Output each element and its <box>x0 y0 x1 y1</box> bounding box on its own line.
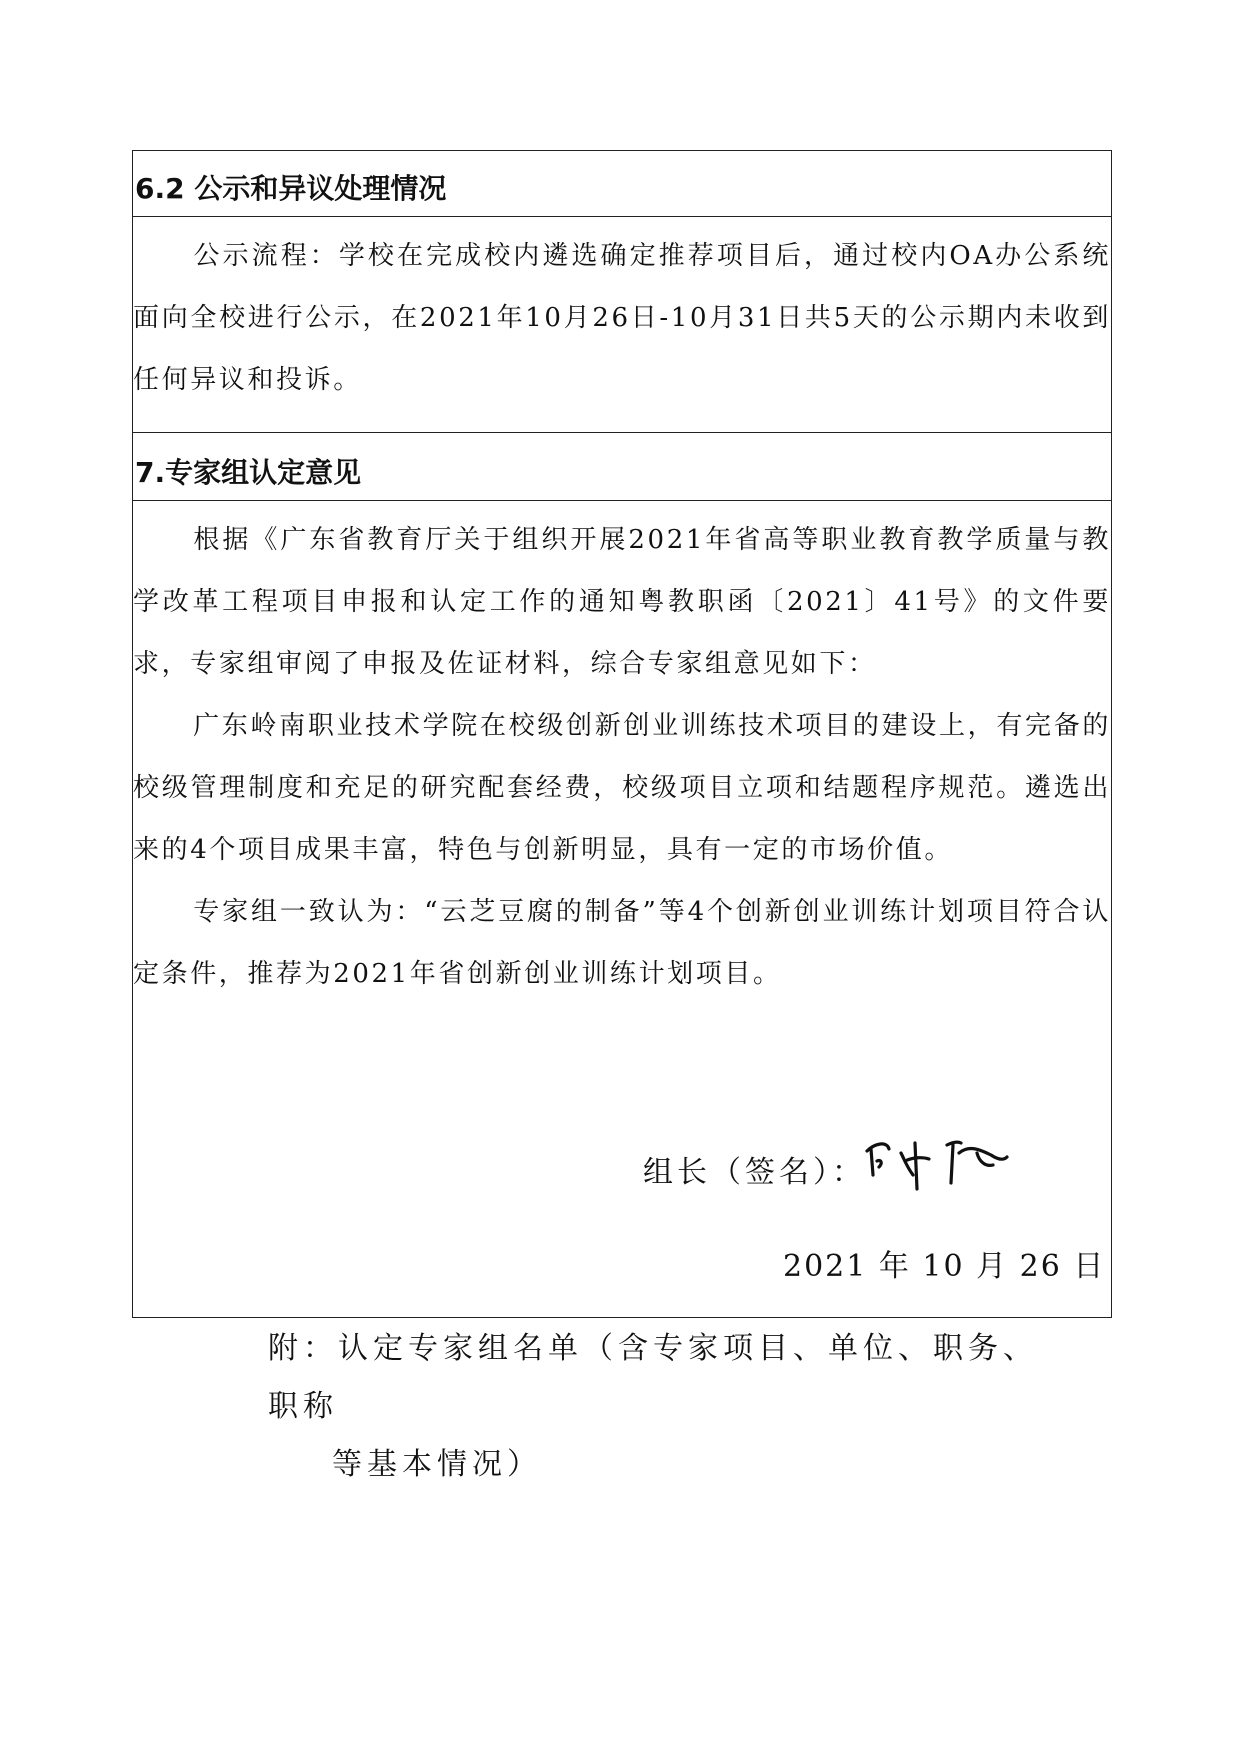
publicity-paragraph <box>133 225 1111 411</box>
section-7-title: 7.专家组认定意见 <box>135 456 362 489</box>
attachment-note-line-1: 附：认定专家组名单（含专家项目、单位、职务、职称 <box>268 1331 1038 1424</box>
attachment-note-line-2: 等基本情况） <box>332 1447 542 1482</box>
opinion-paragraph-3 <box>133 881 1111 1005</box>
section-6-2-title: 6.2 公示和异议处理情况 <box>135 172 447 205</box>
opinion-paragraph-2 <box>133 695 1111 881</box>
opinion-text-2: 广东岭南职业技术学院在校级创新创业训练技术项目的建设上，有完备的校级管理制度和充足的研究配套经费，校级项目立项和结题程序规范。遴选出来的4个项目成果丰富，特色与创新明显，具有一定的市场价值。 <box>133 711 1111 865</box>
section-7-body <box>133 501 1111 1319</box>
opinion-paragraph-1 <box>133 509 1111 695</box>
signature-date: 2021 年 10 月 26 日 <box>783 1249 1106 1284</box>
section-6-2-header <box>133 151 1111 217</box>
leader-signature-label: 组长（签名）： <box>643 1155 866 1190</box>
opinion-form-table <box>132 150 1112 1318</box>
publicity-text: 公示流程：学校在完成校内遴选确定推荐项目后，通过校内OA办公系统面向全校进行公示，在2021年10月26日-10月31日共5天的公示期内未收到任何异议和投诉。 <box>133 241 1111 395</box>
section-6-2-body <box>133 217 1111 433</box>
attachment-note <box>268 1320 1068 1494</box>
section-7-header <box>133 433 1111 501</box>
handwritten-signature <box>861 1131 1011 1195</box>
opinion-text-1: 根据《广东省教育厅关于组织开展2021年省高等职业教育教学质量与教学改革工程项目申报和认定工作的通知粤教职函〔2021〕41号》的文件要求，专家组审阅了申报及佐证材料，综合专家组意见如下： <box>133 525 1111 679</box>
opinion-text-3: 专家组一致认为：“云芝豆腐的制备”等4个创新创业训练计划项目符合认定条件，推荐为2021年省创新创业训练计划项目。 <box>133 897 1111 989</box>
